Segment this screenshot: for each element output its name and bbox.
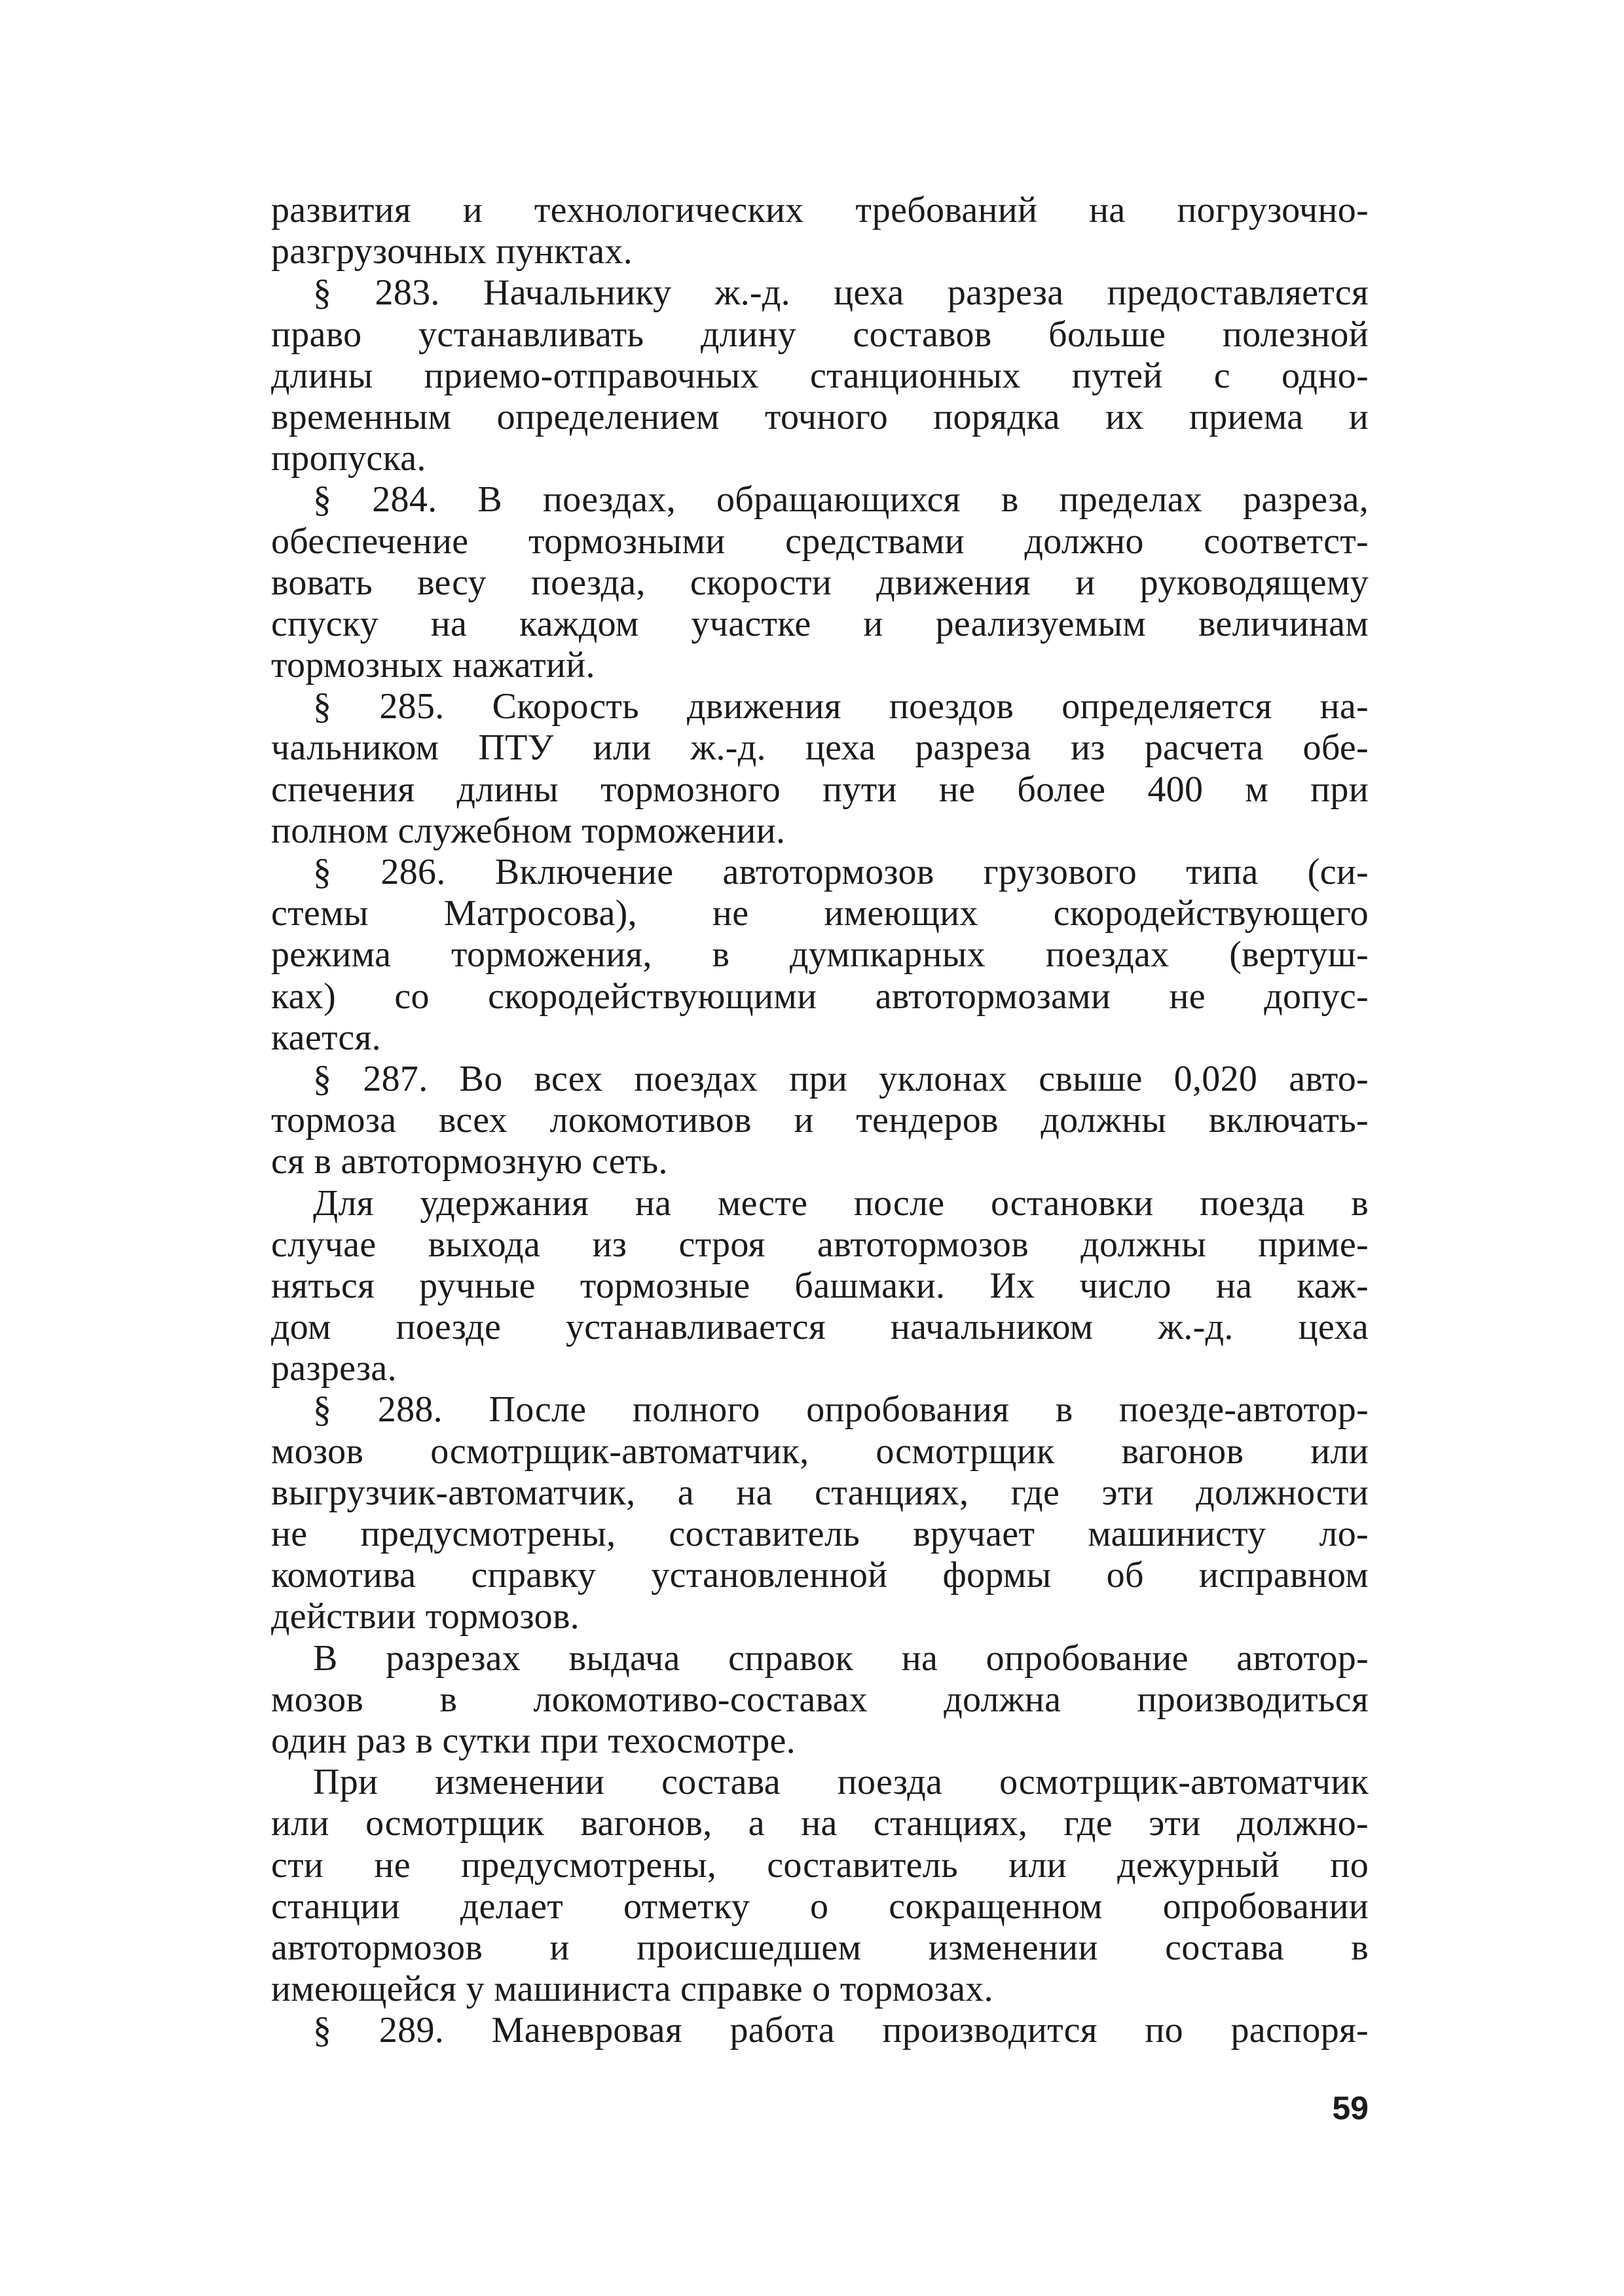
text-line: один раз в сутки при техосмотре.	[271, 1720, 796, 1761]
text-line: полном служебном торможении.	[271, 810, 786, 851]
section-288-start: § 288. После полного опробования в поезде-автотор-	[313, 1389, 1369, 1430]
text-line: обеспечение тормозными средствами должно соответст-	[271, 520, 1369, 562]
text-line: временным определением точного порядка их приема и	[271, 396, 1369, 437]
paragraph-start: Для удержания на месте после остановки поезда в	[313, 1182, 1369, 1224]
text-line: выгрузчик-автоматчик, а на станциях, где эти должности	[271, 1472, 1369, 1513]
section-286-start: § 286. Включение автотормозов грузового типа (си-	[313, 852, 1369, 892]
text-line: право устанавливать длину составов больше полезной	[271, 314, 1369, 355]
text-line: станции делает отметку о сокращенном опробовании	[271, 1886, 1369, 1927]
text-line: пропуска.	[271, 438, 426, 479]
text-line: развития и технологических требований на погрузочно-	[271, 190, 1369, 230]
body-text	[271, 190, 1369, 2051]
text-line: разгрузочных пунктах.	[271, 231, 633, 272]
section-287-start: § 287. Во всех поездах при уклонах свыше 0,020 авто-	[313, 1058, 1369, 1099]
text-line: имеющейся у машиниста справке о тормозах.	[271, 1969, 993, 2010]
text-line: комотива справку установленной формы об исправном	[271, 1555, 1369, 1596]
text-line: тормозных нажатий.	[271, 645, 595, 686]
text-line: кается.	[271, 1017, 381, 1058]
text-line: режима торможения, в думпкарных поездах (вертуш-	[271, 934, 1369, 975]
section-285-start: § 285. Скорость движения поездов определяется на-	[313, 686, 1369, 727]
text-line: автотормозов и происшедшем изменении состава в	[271, 1927, 1369, 1968]
text-line: няться ручные тормозные башмаки. Их число на каж-	[271, 1265, 1369, 1306]
text-line: мозов в локомотиво-составах должна производиться	[271, 1679, 1369, 1720]
text-line: сти не предусмотрены, составитель или дежурный по	[271, 1844, 1369, 1886]
text-line: действии тормозов.	[271, 1596, 580, 1637]
text-line: спечения длины тормозного пути не более 400 м при	[271, 769, 1369, 810]
text-line: стемы Матросова), не имеющих скородействующего	[271, 893, 1369, 934]
text-line: ках) со скородействующими автотормозами не допус-	[271, 975, 1369, 1017]
section-283-start: § 283. Начальнику ж.-д. цеха разреза предоставляется	[313, 272, 1369, 314]
page-number: 59	[1332, 2090, 1369, 2126]
text-line: или осмотрщик вагонов, а на станциях, где эти должно-	[271, 1803, 1369, 1844]
section-289-start: § 289. Маневровая работа производится по распоря-	[313, 2010, 1369, 2051]
text-line: не предусмотрены, составитель вручает машинисту ло-	[271, 1514, 1369, 1554]
text-line: мозов осмотрщик-автоматчик, осмотрщик вагонов или	[271, 1430, 1369, 1472]
text-line: спуску на каждом участке и реализуемым величинам	[271, 603, 1369, 644]
text-line: чальником ПТУ или ж.-д. цеха разреза из расчета обе-	[271, 727, 1369, 769]
text-line: длины приемо-отправочных станционных путей с одно-	[271, 355, 1369, 396]
text-line: случае выхода из строя автотормозов должны приме-	[271, 1224, 1369, 1265]
paragraph-start: В разрезах выдача справок на опробование автотор-	[313, 1637, 1369, 1679]
paragraph-start: При изменении состава поезда осмотрщик-автоматчик	[313, 1762, 1369, 1803]
text-line: ся в автотормозную сеть.	[271, 1141, 668, 1182]
text-line: дом поезде устанавливается начальником ж.-д. цеха	[271, 1307, 1369, 1348]
text-line: разреза.	[271, 1348, 397, 1389]
text-line: тормоза всех локомотивов и тендеров должны включать-	[271, 1100, 1369, 1141]
section-284-start: § 284. В поездах, обращающихся в пределах разреза,	[313, 479, 1369, 520]
text-line: вовать весу поезда, скорости движения и руководящему	[271, 562, 1369, 603]
